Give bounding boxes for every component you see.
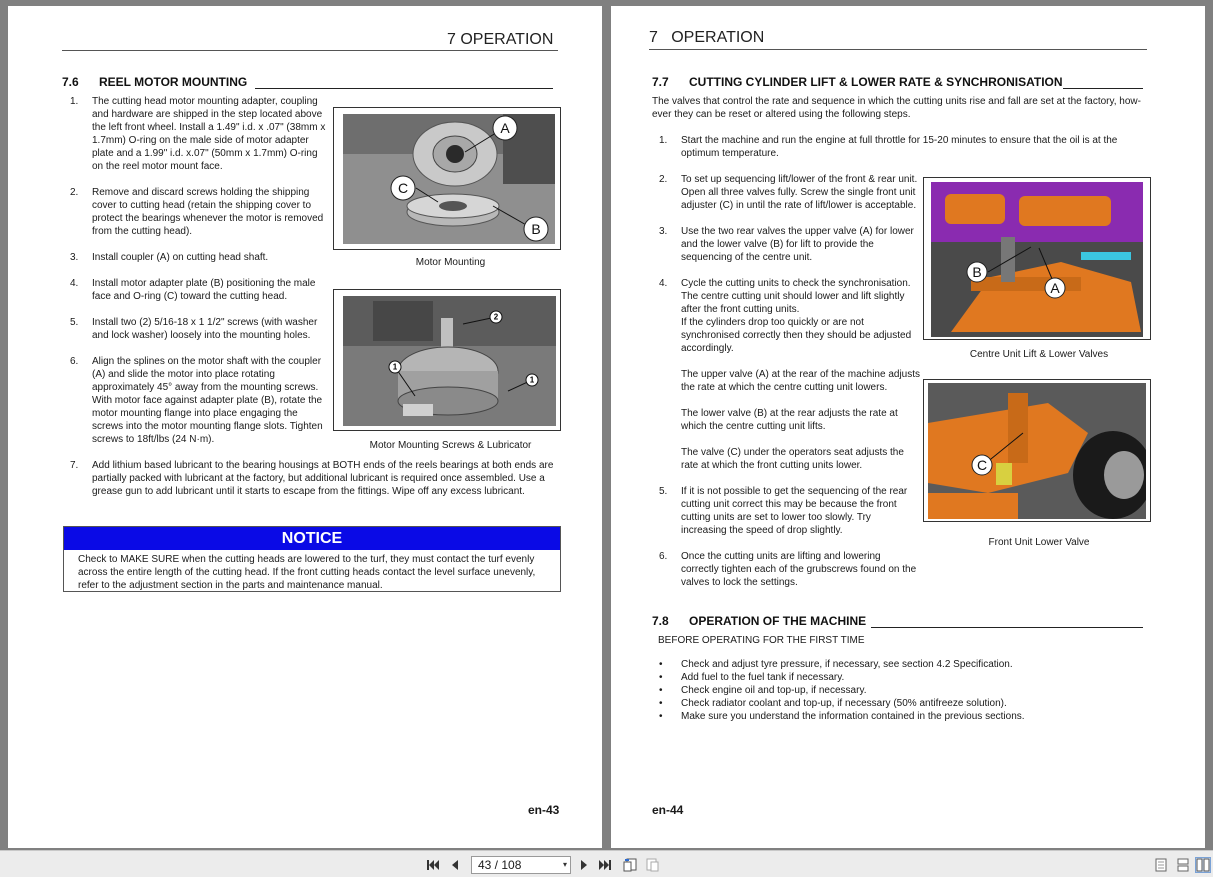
item-text: Add lithium based lubricant to the bearing housings at BOTH ends of the reels bearings at both ends are partially packed with lubricant at the factory, but additional lubricant is required once assembled. Use a grease gun to add lubricant until it starts to escape from the fittings. Wipe off any excess lubricant. <box>92 460 554 497</box>
notice-box <box>63 526 561 592</box>
section-title: OPERATION OF THE MACHINE <box>689 614 867 628</box>
continuous-view-icon[interactable] <box>1175 857 1191 873</box>
item-number: 3. <box>659 226 668 237</box>
callout-b-label: B <box>531 221 541 237</box>
item-text: Cycle the cutting units to check the synchronisation. The centre cutting unit should lower and lift slightly after the front cutting units. If the cylinders drop too quickly or are not synchronised correctly then they should be adjusted accordingly. <box>681 278 912 354</box>
item-number: 2. <box>659 174 668 185</box>
item-text: Align the splines on the motor shaft with the coupler (A) and slide the motor into place rotating approximately 45° away from the mounting screws. With motor face against adapter plate (B), rotate the motor mounting flange into place engaging the screws into the motor mounting flange slots. Tighten screws to 18ft/lbs (24 N·m). <box>92 356 323 445</box>
item-text: The lower valve (B) at the rear adjusts the rate at which the centre cutting unit lifts. <box>681 408 898 432</box>
motor-mounting-figure <box>333 107 561 250</box>
item-number: 4. <box>70 278 79 289</box>
section-title: CUTTING CYLINDER LIFT & LOWER RATE & SYNCHRONISATION <box>689 75 1063 89</box>
section-heading <box>652 614 866 628</box>
page-number-field[interactable] <box>471 856 571 874</box>
item-text: Use the two rear valves the upper valve (A) for lower and the lower valve (B) for lift to provide the sequencing of the centre unit. <box>681 226 914 263</box>
bullet-text: Check and adjust tyre pressure, if necessary, see section 4.2 Specification. <box>681 659 1013 670</box>
item-number: 5. <box>70 317 79 328</box>
motor-screws-figure <box>333 289 561 431</box>
front-valve-image <box>928 383 1146 519</box>
section-heading <box>652 75 1063 89</box>
section-number: 7.6 <box>62 75 79 89</box>
header-rule <box>649 49 1147 50</box>
figure-caption: Front Unit Lower Valve <box>988 537 1090 548</box>
page-number: en-44 <box>652 803 684 817</box>
section-rule <box>1063 88 1143 89</box>
chevron-down-icon[interactable]: ▾ <box>562 860 567 869</box>
callout-c-label: C <box>976 457 988 473</box>
single-page-view-icon[interactable] <box>1153 857 1169 873</box>
item-number: 6. <box>70 356 79 367</box>
item-text: Install motor adapter plate (B) positioning the male face and O-ring (C) toward the cutting head. <box>92 278 316 302</box>
viewer-toolbar <box>0 850 1213 877</box>
item-number: 1. <box>659 135 668 146</box>
motor-screws-photo <box>343 296 556 426</box>
callout-1b-label: 1 <box>529 375 535 385</box>
go-forward-icon[interactable] <box>645 857 661 873</box>
bullet-text: Check engine oil and top-up, if necessary. <box>681 685 867 696</box>
item-number: 4. <box>659 278 668 289</box>
item-text: The cutting head motor mounting adapter, coupling and hardware are shipped in the step located above the left front wheel. Install a 1.49" i.d. x .07" (38mm x 1.7mm) O-ring on the male side of motor adapter plate and a 1.99" i.d. x.07" (50mm x 1.7mm) O-ring on the reel motor mount face. <box>92 96 326 172</box>
item-number: 7. <box>70 460 79 471</box>
figure-caption: Motor Mounting <box>415 257 486 268</box>
callout-b-label: B <box>972 264 982 280</box>
item-text: Install coupler (A) on cutting head shaft. <box>92 252 269 263</box>
section-number: 7.7 <box>652 75 669 89</box>
item-number: 2. <box>70 187 79 198</box>
go-back-icon[interactable] <box>622 857 638 873</box>
section-heading <box>62 75 247 89</box>
document-page-left <box>8 6 602 848</box>
callout-1-label: 1 <box>392 362 398 372</box>
item-text: The upper valve (A) at the rear of the machine adjusts the rate at which the centre cutting unit lowers. <box>681 369 921 393</box>
figure-caption: Centre Unit Lift & Lower Valves <box>969 349 1109 360</box>
chapter-heading: 7 OPERATION <box>649 29 765 46</box>
first-page-icon[interactable] <box>425 857 441 873</box>
section-title: REEL MOTOR MOUNTING <box>99 75 248 89</box>
item-text: Once the cutting units are lifting and lowering correctly tighten each of the grubscrews found on the valves to lock the settings. <box>681 551 917 588</box>
document-page-right: 7 OPERATION 7.7 CUTTING CYLINDER LIFT & LOWER RATE & SYNCHRONISATION The valves that control the rate and sequence in which the cutting units rise and fall are set at the factory, how- ever they can be reset or altered using the following steps. 1. Start the machine and run the engine at full throttle for 15-20 minutes to ensure that the oil is at the optimum temperature. 2. To set up sequencing lift/lower of the front & rear unit. Open all three valves fully. Screw the single front unit adjuster (C) in until the rate of lift/lower is acceptable. 3. Use the two rear valves the upper valve (A) for lower and the lower valve (B) for lift to provide the sequencing of the centre unit. 4. Cycle the cutting units to check the synchronisation. The centre cutting unit should lower and lift slightly after the front cutting units. If the cylinders drop too quickly or are not synchronised correctly then they should be adjusted accordingly. The upper valve (A) at the rear of the machine adjusts the rate at which the centre cutting unit lowers. The lower valve (B) at the rear adjusts the rate at which the centre cutting unit lifts. The valve (C) under the operators seat adjusts the rate at which the front cutting units lower. 5. If it is not possible to get the sequencing of the rear cutting unit correct this may be because the front cutting units are set to lower too slowly. Try increasing the speed of drop slightly. 6. Once the cutting units are lifting and lowering correctly tighten each of the grubscrews found on the valves to lock the settings. B A Centre Unit Lift & Lower Valves C Front Unit Lower Valve 7.8 OPERATION OF THE MACHINE BEFORE OPERATING FOR THE FIRST TIME • Check and adjust tyre pressure, if necessary, see section 4.2 Specification. • Add fuel to the fuel tank if necessary. • Check engine oil and top-up, if necessary. • Check radiator coolant and top-up, if necessary (50% antifreeze solution). • Make sure you understand the information contained in the previous sections. en-44 <box>611 6 1205 848</box>
callout-a-label: A <box>500 120 510 136</box>
bullet-text: Check radiator coolant and top-up, if necessary (50% antifreeze solution). <box>681 698 1007 709</box>
notice-title: NOTICE <box>64 527 560 550</box>
item-text: To set up sequencing lift/lower of the front & rear unit. Open all three valves fully. Screw the single front unit adjuster (C) in until the rate of lift/lower is acceptable. <box>681 174 918 211</box>
last-page-icon[interactable] <box>597 857 613 873</box>
callout-a-label: A <box>1050 280 1060 296</box>
bullet-text: Make sure you understand the information contained in the previous sections. <box>681 711 1025 722</box>
item-text: Start the machine and run the engine at full throttle for 15-20 minutes to ensure that the oil is at the optimum temperature. <box>681 135 1118 159</box>
item-number: 6. <box>659 551 668 562</box>
centre-valves-image <box>931 182 1143 337</box>
section-rule <box>871 627 1143 628</box>
section-number: 7.8 <box>652 614 669 628</box>
figure-caption: Motor Mounting Screws & Lubricator <box>369 440 532 451</box>
item-number: 5. <box>659 486 668 497</box>
notice-text: Check to MAKE SURE when the cutting heads are lowered to the turf, they must contact the turf evenly across the entire length of the cutting head. If the front cutting heads contact the level surface unevenly, refer to the adjustment section in the parts and maintenance manual. <box>78 554 536 591</box>
item-text: Install two (2) 5/16-18 x 1 1/2" screws (with washer and lock washer) loosely into the mounting holes. <box>92 317 318 341</box>
header-rule <box>62 50 558 51</box>
front-valve-figure <box>923 379 1151 522</box>
chapter-heading: 7 OPERATION <box>447 31 554 48</box>
next-page-icon[interactable] <box>576 857 592 873</box>
page-number: en-43 <box>528 803 560 817</box>
centre-valves-figure <box>923 177 1151 340</box>
section-rule <box>255 88 553 89</box>
item-number: 3. <box>70 252 79 263</box>
motor-mounting-photo <box>343 114 555 244</box>
item-number: 1. <box>70 96 79 107</box>
callout-2-label: 2 <box>493 312 499 322</box>
item-text: Remove and discard screws holding the shipping cover to cutting head (retain the shipping cover to protect the bearings whenever the motor is removed from the cutting head). <box>92 187 324 237</box>
bullet-text: Add fuel to the fuel tank if necessary. <box>681 672 845 683</box>
page-number-value: 43 / 108 <box>478 858 522 872</box>
item-text: If it is not possible to get the sequencing of the rear cutting unit correct this may be because the front cutting units are set to lower too slowly. Try increasing the speed of drop slightly. <box>681 486 908 536</box>
item-text: The valve (C) under the operators seat adjusts the rate at which the front cutting units lower. <box>681 447 904 471</box>
callout-c-label: C <box>397 180 409 196</box>
intro-paragraph: The valves that control the rate and sequence in which the cutting units rise and fall are set at the factory, how- ever they can be reset or altered using the following steps. <box>652 96 1141 120</box>
previous-page-icon[interactable] <box>447 857 463 873</box>
subheading: BEFORE OPERATING FOR THE FIRST TIME <box>658 635 865 646</box>
two-page-view-icon[interactable] <box>1195 857 1211 873</box>
